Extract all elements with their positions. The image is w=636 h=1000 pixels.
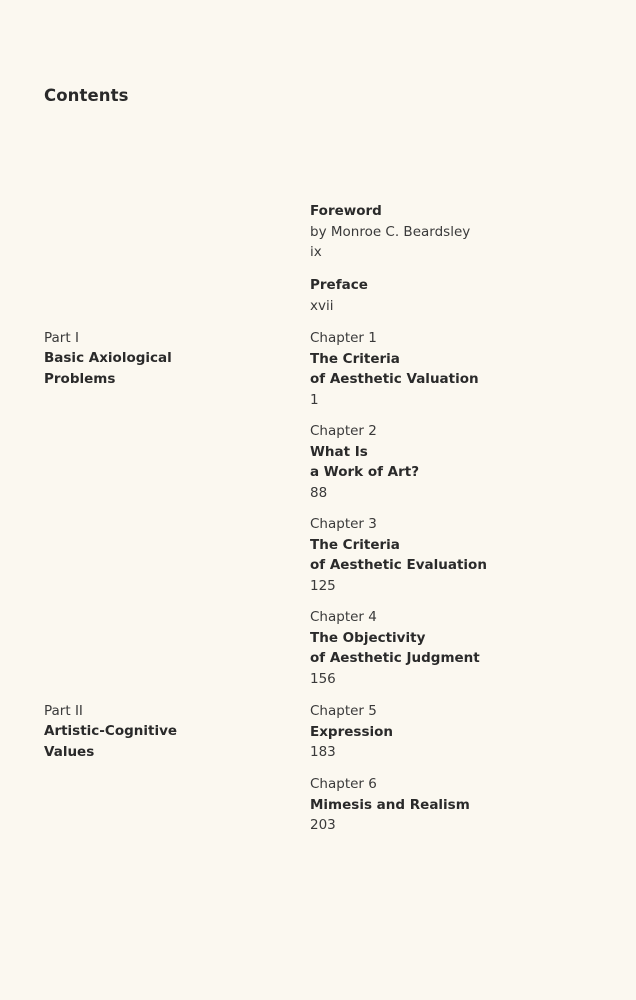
entry-page-number: 125 — [310, 577, 336, 594]
toc-entry-chapter-3 — [310, 514, 610, 596]
entry-title-line: Expression — [310, 723, 393, 740]
entry-page-number: 203 — [310, 817, 336, 833]
entry-title-line: The Criteria — [310, 536, 400, 553]
entry-title-line: of Aesthetic Judgment — [310, 650, 480, 666]
entry-page-number: 156 — [310, 670, 336, 687]
toc-entry-preface — [310, 275, 610, 316]
entry-chapter-label: Chapter 1 — [310, 330, 377, 346]
part-title-line: Basic Axiological — [44, 350, 172, 366]
part-label: Part II — [44, 703, 83, 719]
entry-page-number: 88 — [310, 484, 328, 501]
entry-page-number: 1 — [310, 391, 319, 408]
toc-entry-chapter-2 — [310, 421, 610, 503]
entry-title-line: Mimesis and Realism — [310, 796, 470, 813]
entry-title-line: of Aesthetic Valuation — [310, 371, 479, 387]
part-2 — [44, 701, 264, 762]
toc-entry-foreword — [310, 201, 610, 263]
entry-title-line: Preface — [310, 277, 368, 293]
toc-entry-chapter-4 — [310, 607, 610, 689]
entry-title-line: Foreword — [310, 203, 382, 219]
toc-entry-chapter-6 — [310, 774, 610, 836]
toc-entry-chapter-1 — [310, 328, 610, 410]
entry-chapter-label: Chapter 5 — [310, 703, 377, 719]
part-label: Part I — [44, 330, 79, 346]
entry-chapter-label: Chapter 2 — [310, 423, 377, 439]
entry-title-line: What Is — [310, 443, 368, 460]
entry-title-line: The Objectivity — [310, 629, 426, 646]
entry-chapter-label: Chapter 4 — [310, 609, 377, 625]
entry-page-number: ix — [310, 244, 322, 260]
part-1 — [44, 328, 264, 389]
entry-title-line: a Work of Art? — [310, 464, 420, 480]
entry-page-number: 183 — [310, 744, 336, 760]
part-title-line: Problems — [44, 370, 116, 387]
entry-chapter-label: Chapter 6 — [310, 776, 377, 792]
part-title-line: Artistic-Cognitive — [44, 723, 178, 739]
page-title: Contents — [44, 86, 129, 105]
entry-page-number: xvii — [310, 297, 334, 314]
toc-entry-chapter-5 — [310, 701, 610, 763]
entry-title-line: of Aesthetic Evaluation — [310, 557, 487, 573]
entry-title-line: The Criteria — [310, 350, 400, 367]
entry-chapter-label: Chapter 3 — [310, 516, 377, 532]
part-title-line: Values — [44, 743, 95, 760]
entry-byline: by Monroe C. Beardsley — [310, 223, 471, 240]
